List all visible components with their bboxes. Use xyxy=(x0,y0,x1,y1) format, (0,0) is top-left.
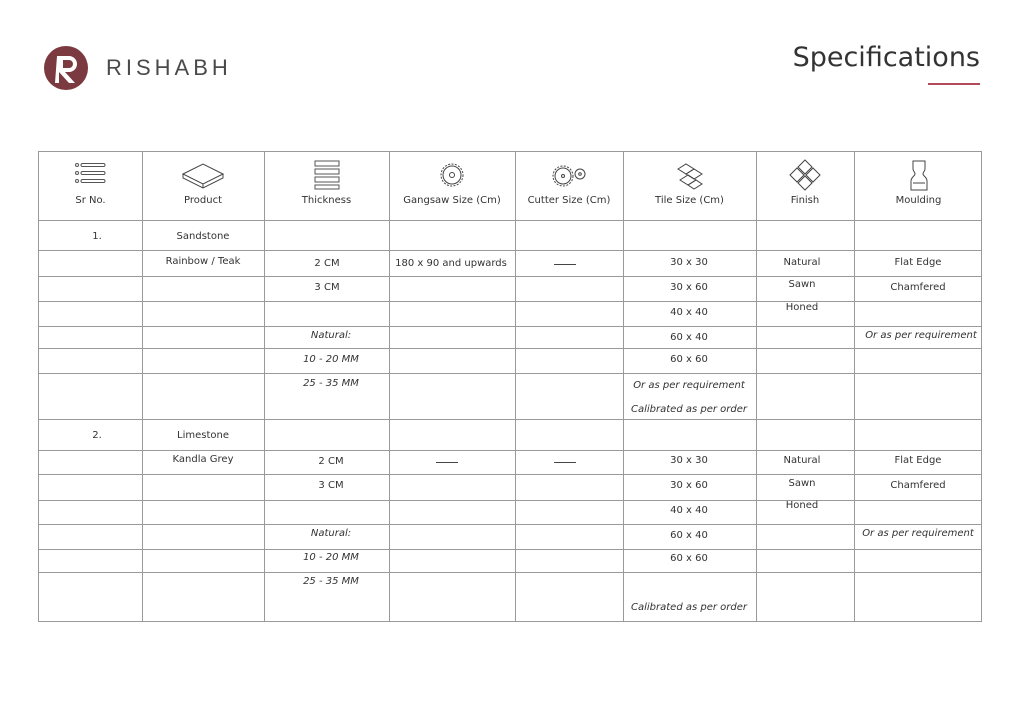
slab-icon xyxy=(181,159,225,191)
header-label-cutter: Cutter Size (Cm) xyxy=(527,195,611,206)
moulding-cell: Chamfered xyxy=(890,282,946,293)
finish-cell: Sawn xyxy=(788,478,816,489)
layers-icon xyxy=(309,159,345,191)
list-icon xyxy=(73,159,109,191)
thickness-cell: 2 CM xyxy=(314,258,340,269)
finish-cell: Sawn xyxy=(788,279,816,290)
header-label-moulding: Moulding xyxy=(895,195,942,206)
tile-size-cell: 60 x 60 xyxy=(670,553,708,564)
header-finish xyxy=(756,152,854,219)
thickness-cell: 2 CM xyxy=(318,456,344,467)
tile-size-cell: 30 x 30 xyxy=(670,257,708,268)
thickness-cell: 25 - 35 MM xyxy=(303,576,359,587)
product-sandstone: Rainbow / Teak xyxy=(165,256,241,267)
header-sr-no xyxy=(39,152,142,219)
header-label-thickness: Thickness xyxy=(301,195,352,206)
cutter-icon xyxy=(547,159,591,191)
title-underline xyxy=(928,83,980,85)
tiles-icon xyxy=(672,159,708,191)
category-limestone: Limestone xyxy=(177,430,229,441)
header-label-tile-size: Tile Size (Cm) xyxy=(655,195,724,206)
header-gangsaw xyxy=(389,152,515,219)
page-title: Specifications xyxy=(792,42,980,73)
finish-cell: Natural xyxy=(783,455,821,466)
moulding-cell: Flat Edge xyxy=(894,455,942,466)
tile-size-cell: 60 x 40 xyxy=(670,530,708,541)
header-cutter xyxy=(515,152,623,219)
product-limestone: Kandla Grey xyxy=(172,454,234,465)
finish-cell: Honed xyxy=(785,500,819,511)
header-thickness xyxy=(264,152,389,219)
header-label-gangsaw: Gangsaw Size (Cm) xyxy=(403,195,501,206)
tile-size-cell: 30 x 60 xyxy=(670,480,708,491)
thickness-cell: 3 CM xyxy=(314,282,340,293)
header-product xyxy=(142,152,264,219)
rishabh-logo-icon xyxy=(42,44,90,92)
tile-size-cell: 30 x 30 xyxy=(670,455,708,466)
glass-icon xyxy=(901,159,937,191)
tile-size-cell: 60 x 60 xyxy=(670,354,708,365)
thickness-cell: 10 - 20 MM xyxy=(303,552,359,563)
thickness-cell: Natural: xyxy=(310,528,352,539)
thickness-cell: 10 - 20 MM xyxy=(303,354,359,365)
header-label-sr-no: Sr No. xyxy=(75,195,106,206)
tile-size-cell: 30 x 60 xyxy=(670,282,708,293)
brand-logo xyxy=(42,44,232,92)
tile-size-cell: Calibrated as per order xyxy=(630,404,748,415)
tile-size-cell: 40 x 40 xyxy=(670,505,708,516)
specifications-table xyxy=(38,151,982,622)
tile-size-cell: 60 x 40 xyxy=(670,332,708,343)
thickness-cell: 3 CM xyxy=(318,480,344,491)
category-sandstone: Sandstone xyxy=(176,231,230,242)
gangsaw-dash xyxy=(436,462,458,463)
diamond-pattern-icon xyxy=(787,159,823,191)
moulding-cell: Flat Edge xyxy=(894,257,942,268)
header-label-product: Product xyxy=(184,195,222,206)
moulding-cell: Or as per requirement xyxy=(862,528,974,539)
gangsaw-sandstone: 180 x 90 and upwards xyxy=(395,258,507,269)
cutter-dash xyxy=(554,462,576,463)
header-tile-size xyxy=(623,152,756,219)
saw-blade-icon xyxy=(434,159,470,191)
thickness-cell: Natural: xyxy=(310,330,352,341)
tile-size-cell: Calibrated as per order xyxy=(630,602,748,613)
thickness-cell: 25 - 35 MM xyxy=(303,378,359,389)
tile-size-cell: 40 x 40 xyxy=(670,307,708,318)
cutter-dash xyxy=(554,264,576,265)
tile-size-cell: Or as per requirement xyxy=(633,380,745,391)
sr-no-sandstone: 1. xyxy=(92,231,102,242)
finish-cell: Natural xyxy=(783,257,821,268)
finish-cell: Honed xyxy=(785,302,819,313)
sr-no-limestone: 2. xyxy=(92,430,102,441)
moulding-cell: Or as per requirement xyxy=(865,330,977,341)
header-moulding xyxy=(854,152,983,219)
brand-name: RISHABH xyxy=(106,55,232,80)
moulding-cell: Chamfered xyxy=(890,480,946,491)
header-label-finish: Finish xyxy=(790,195,820,206)
